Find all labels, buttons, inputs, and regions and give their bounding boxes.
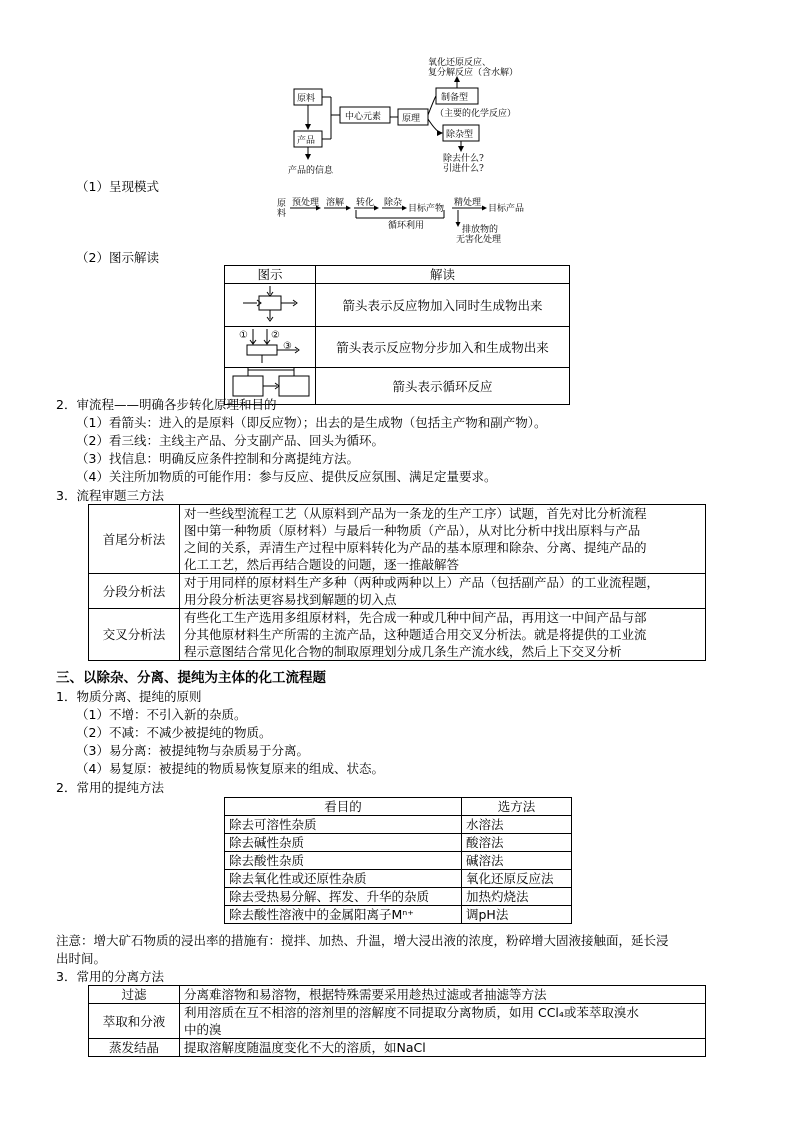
- method-desc-1-line-2: 图中第一种物质（原材料）与最后一种物质（产品），从对比分析中找出原料与产品: [184, 523, 641, 538]
- flow-waste2: 无害化处理: [456, 235, 502, 245]
- flow-pre: 预处理: [292, 198, 320, 208]
- p3-s3-title: 3．常用的分离方法: [56, 969, 164, 984]
- purify-method-5: 加热灼烧法: [462, 888, 572, 906]
- purify-goal-2: 除去碱性杂质: [225, 834, 462, 852]
- diagram-table-header-1: 图示: [225, 266, 316, 284]
- diagram-prep-note2: 复分解反应（含水解）: [428, 68, 519, 78]
- purify-header-1: 看目的: [225, 798, 462, 816]
- purify-goal-3: 除去酸性杂质: [225, 852, 462, 870]
- purify-header-2: 选方法: [462, 798, 572, 816]
- method-desc-2-line-1: 对于用同样的原材料生产多种（两种或两种以上）产品（包括副产品）的工业流程题，: [184, 575, 660, 590]
- p3-s1-line-2: （2）不减：不减少被提纯的物质。: [76, 725, 272, 740]
- purify-method-1: 水溶法: [462, 816, 572, 834]
- note-line-2: 出时间。: [56, 951, 107, 966]
- purify-goal-4: 除去氧化性或还原性杂质: [225, 870, 462, 888]
- sep-name-3: 蒸发结晶: [89, 1039, 180, 1057]
- diagram-main-rxn: （主要的化学反应）: [435, 109, 517, 119]
- flow-raw-2: 料: [277, 209, 287, 219]
- method-desc-3-line-3: 程示意图结合常见化合物的制取原理划分成几条生产流水线，然后上下交叉分析: [184, 644, 622, 659]
- diagram-prep-note1: 氧化还原反应、: [428, 58, 492, 68]
- method-desc-1-line-4: 化工工艺，然后再结合题设的问题，逐一推敲解答: [184, 557, 460, 572]
- diagram-table-row-1: 箭头表示反应物加入同时生成物出来: [316, 284, 570, 327]
- flow-target: 目标产物: [408, 204, 445, 214]
- item-2-label: （2）图示解读: [76, 250, 159, 265]
- method-desc-3-line-2: 分其他原材料生产所需的主流产品，这种题适合用交叉分析法。就是将提供的工业流: [184, 627, 647, 642]
- flow-waste1: 排放物的: [462, 225, 499, 235]
- diagram-removal: 除杂型: [446, 130, 474, 140]
- flow-remove: 除杂: [384, 198, 403, 208]
- diagram-table: [224, 265, 570, 405]
- concept-diagram: [285, 55, 545, 180]
- purify-goal-6: 除去酸性溶液中的金属阳离子Mⁿ⁺: [225, 906, 462, 924]
- diagram-removal-q2: 引进什么?: [443, 164, 484, 174]
- method-desc-1-line-3: 之间的关系，弄清生产过程中原料转化为产品的基本原理和除杂、分离、提纯产品的: [184, 540, 647, 555]
- p3-s1-line-1: （1）不增：不引入新的杂质。: [76, 707, 247, 722]
- diagram-icon-simultaneous: [225, 284, 315, 322]
- diagram-removal-q1: 除去什么?: [443, 154, 484, 164]
- s2-line-1: （1）看箭头：进入的是原料（即反应物）；出去的是生成物（包括主产物和副产物）。: [76, 415, 547, 430]
- diagram-product: 产品: [297, 136, 316, 146]
- sep-desc-3: 提取溶解度随温度变化不大的溶质，如NaCl: [180, 1039, 706, 1057]
- s2-line-2: （2）看三线：主线主产品、分支副产品、回头为循环。: [76, 433, 384, 448]
- purify-method-2: 酸溶法: [462, 834, 572, 852]
- diagram-raw: 原料: [297, 94, 316, 104]
- diagram-icon-stepwise: [225, 327, 315, 363]
- method-name-3: 交叉分析法: [89, 609, 180, 661]
- p3-s2-title: 2．常用的提纯方法: [56, 780, 164, 795]
- flow-convert: 转化: [356, 198, 375, 208]
- purify-method-6: 调pH法: [462, 906, 572, 924]
- methods-table: [88, 504, 706, 661]
- diagram-principle: 原理: [402, 114, 421, 124]
- sep-desc-2-line-2: 中的溴: [184, 1022, 222, 1037]
- mark-1: ①: [239, 330, 248, 341]
- s2-line-4: （4）关注所加物质的可能作用：参与反应、提供反应氛围、满足定量要求。: [76, 469, 497, 484]
- flow-target2: 目标产品: [488, 204, 525, 214]
- purify-goal-1: 除去可溶性杂质: [225, 816, 462, 834]
- flow-recycle: 循环利用: [388, 221, 425, 231]
- sep-desc-1: 分离难溶物和易溶物，根据特殊需要采用趁热过滤或者抽滤等方法: [180, 986, 706, 1004]
- flow-raw-1: 原: [277, 199, 287, 209]
- p3-s1-title: 1．物质分离、提纯的原则: [56, 689, 202, 704]
- note-line-1: 注意：增大矿石物质的浸出率的措施有：搅拌、加热、升温，增大浸出液的浓度，粉碎增大固液接触面，延长浸: [56, 933, 669, 948]
- sep-name-1: 过滤: [89, 986, 180, 1004]
- item-1-label: （1）呈现模式: [76, 179, 159, 194]
- diagram-product-info: 产品的信息: [288, 166, 334, 176]
- diagram-table-header-2: 解读: [316, 266, 570, 284]
- purify-table: [224, 797, 572, 924]
- diagram-prep: 制备型: [441, 93, 469, 103]
- purify-goal-5: 除去受热易分解、挥发、升华的杂质: [225, 888, 462, 906]
- flow-dissolve: 溶解: [326, 198, 345, 208]
- diagram-table-row-3: 箭头表示循环反应: [316, 368, 570, 405]
- purify-method-4: 氧化还原反应法: [462, 870, 572, 888]
- diagram-table-row-2: 箭头表示反应物分步加入和生成物出来: [316, 327, 570, 368]
- s3-title: 3．流程审题三方法: [56, 488, 164, 503]
- sep-name-2: 萃取和分液: [89, 1004, 180, 1039]
- flow-refine: 精处理: [454, 198, 482, 208]
- s2-title: 2．审流程——明确各步转化原理和目的: [56, 397, 277, 412]
- mark-3: ③: [283, 341, 292, 352]
- flow-diagram: [276, 194, 536, 248]
- method-name-1: 首尾分析法: [89, 505, 180, 574]
- s2-line-3: （3）找信息：明确反应条件控制和分离提纯方法。: [76, 451, 359, 466]
- p3-s1-line-3: （3）易分离：被提纯物与杂质易于分离。: [76, 743, 309, 758]
- sep-desc-2-line-1: 利用溶质在互不相溶的溶剂里的溶解度不同提取分离物质，如用 CCl₄或苯萃取溴水: [184, 1005, 639, 1020]
- method-desc-2-line-2: 用分段分析法更容易找到解题的切入点: [184, 592, 397, 607]
- method-desc-3-line-1: 有些化工生产选用多组原材料，先合成一种或几种中间产品，再用这一中间产品与部: [184, 610, 647, 625]
- method-desc-1-line-1: 对一些线型流程工艺（从原料到产品为一条龙的生产工序）试题，首先对比分析流程: [184, 506, 647, 521]
- separation-table: [88, 985, 706, 1057]
- p3-s1-line-4: （4）易复原：被提纯的物质易恢复原来的组成、状态。: [76, 761, 384, 776]
- diagram-core: 中心元素: [345, 112, 382, 122]
- mark-2: ②: [271, 330, 280, 341]
- method-name-2: 分段分析法: [89, 574, 180, 609]
- part3-title: 三、以除杂、分离、提纯为主体的化工流程题: [56, 670, 326, 686]
- purify-method-3: 碱溶法: [462, 852, 572, 870]
